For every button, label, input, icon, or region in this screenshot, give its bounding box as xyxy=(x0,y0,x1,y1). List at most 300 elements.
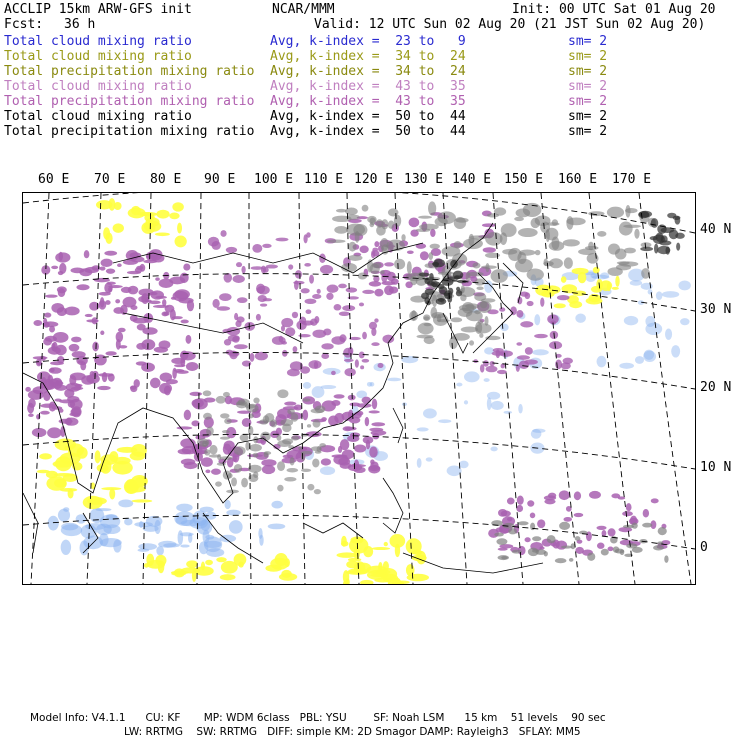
cloud-patch xyxy=(483,247,496,253)
cloud-patch xyxy=(321,458,331,465)
cloud-patch xyxy=(245,441,249,450)
cloud-patch xyxy=(113,539,121,552)
cloud-patch xyxy=(189,392,201,396)
cloud-patch xyxy=(369,223,374,228)
cloud-patch xyxy=(282,350,288,357)
longitude-label: 110 E xyxy=(304,172,344,187)
longitude-label: 70 E xyxy=(94,172,126,187)
cloud-patch xyxy=(234,464,242,473)
cloud-patch xyxy=(367,382,372,387)
cloud-patch xyxy=(640,247,653,251)
cloud-patch xyxy=(634,229,639,239)
cloud-patch xyxy=(303,382,311,389)
cloud-patch xyxy=(279,336,284,343)
cloud-patch xyxy=(518,521,529,525)
cloud-patch xyxy=(232,336,239,343)
cloud-patch xyxy=(601,549,609,556)
cloud-patch xyxy=(226,247,237,253)
cloud-patch xyxy=(119,345,127,348)
cloud-patch xyxy=(186,362,198,371)
cloud-patch xyxy=(176,504,192,512)
cloud-patch xyxy=(171,571,189,575)
cloud-patch xyxy=(248,413,254,418)
cloud-patch xyxy=(675,216,681,225)
cloud-patch xyxy=(401,234,405,241)
coastline xyxy=(23,223,493,503)
cloud-patch xyxy=(428,252,433,260)
longitude-label: 100 E xyxy=(254,172,294,187)
cloud-patch xyxy=(53,332,69,343)
cloud-patch xyxy=(532,429,545,433)
cloud-patch xyxy=(40,411,50,415)
cloud-patch xyxy=(480,301,487,308)
cloud-patch xyxy=(217,306,230,310)
cloud-patch xyxy=(326,293,333,300)
cloud-patch xyxy=(184,410,191,420)
cloud-patch xyxy=(136,361,147,365)
cloud-patch xyxy=(261,266,266,274)
cloud-patch xyxy=(370,459,374,464)
cloud-patch xyxy=(180,350,188,359)
cloud-patch xyxy=(256,314,261,321)
cloud-patch xyxy=(276,435,281,441)
cloud-patch xyxy=(80,540,89,555)
cloud-patch xyxy=(676,243,680,251)
cloud-patch xyxy=(102,372,108,382)
cloud-patch xyxy=(69,375,76,385)
cloud-patch xyxy=(557,295,570,300)
cloud-patch xyxy=(657,541,663,545)
cloud-patch xyxy=(342,305,355,311)
cloud-patch xyxy=(419,224,439,230)
cloud-patch xyxy=(156,546,164,556)
cloud-patch xyxy=(597,543,605,549)
cloud-patch xyxy=(350,432,360,437)
cloud-patch xyxy=(90,508,104,523)
cloud-patch xyxy=(312,458,319,467)
cloud-patch xyxy=(476,287,483,290)
cloud-patch xyxy=(654,244,658,254)
cloud-patch xyxy=(229,520,243,534)
cloud-patch xyxy=(624,248,636,254)
cloud-patch xyxy=(309,275,314,284)
cloud-patch xyxy=(237,297,248,303)
cloud-patch xyxy=(199,541,209,554)
cloud-patch xyxy=(307,484,314,491)
cloud-patch xyxy=(487,397,492,410)
cloud-patch xyxy=(384,285,394,295)
cloud-patch xyxy=(249,444,262,451)
cloud-patch xyxy=(616,264,631,270)
cloud-patch xyxy=(276,238,289,242)
cloud-patch xyxy=(228,473,233,478)
map-canvas xyxy=(23,193,695,584)
cloud-patch xyxy=(656,291,663,300)
cloud-patch xyxy=(260,303,267,306)
cloud-patch xyxy=(455,275,463,279)
cloud-patch xyxy=(224,339,231,346)
cloud-patch xyxy=(72,351,86,358)
cloud-patch xyxy=(266,264,278,268)
cloud-patch xyxy=(645,323,662,335)
legend-field-smoothing: sm= 2 xyxy=(568,109,608,124)
cloud-patch xyxy=(365,417,369,426)
legend-field-name: Total cloud mixing ratio xyxy=(4,109,192,124)
cloud-patch xyxy=(424,297,429,304)
cloud-patch xyxy=(334,226,348,234)
meridian-line xyxy=(299,193,305,584)
cloud-patch xyxy=(430,307,437,319)
cloud-patch xyxy=(486,366,498,373)
cloud-patch xyxy=(354,444,366,452)
cloud-patch xyxy=(574,491,581,500)
cloud-patch xyxy=(281,570,292,578)
cloud-patch xyxy=(464,400,468,404)
cloud-patch xyxy=(575,536,581,541)
cloud-patch xyxy=(76,284,89,290)
cloud-patch xyxy=(68,489,74,499)
cloud-patch xyxy=(479,333,483,338)
cloud-patch xyxy=(433,262,439,268)
cloud-patch xyxy=(544,495,556,500)
cloud-patch xyxy=(587,253,599,264)
cloud-patch xyxy=(100,297,104,307)
legend-field-range: Avg, k-index = 34 to 24 xyxy=(270,49,466,64)
cloud-patch xyxy=(40,356,46,361)
longitude-label: 170 E xyxy=(612,172,652,187)
cloud-patch xyxy=(334,394,345,398)
cloud-patch xyxy=(302,321,314,326)
cloud-patch xyxy=(277,389,288,398)
cloud-patch xyxy=(203,413,212,420)
cloud-patch xyxy=(489,361,494,366)
cloud-patch xyxy=(217,454,221,460)
cloud-patch xyxy=(355,359,359,368)
cloud-patch xyxy=(607,207,624,218)
cloud-patch xyxy=(353,412,361,419)
cloud-patch xyxy=(277,461,285,471)
cloud-patch xyxy=(490,446,497,451)
cloud-patch xyxy=(306,232,310,238)
cloud-patch xyxy=(49,367,62,374)
cloud-patch xyxy=(192,399,204,408)
cloud-patch xyxy=(201,457,213,467)
legend-field-name: Total precipitation mixing ratio xyxy=(4,64,255,79)
cloud-patch xyxy=(418,323,434,335)
cloud-patch xyxy=(236,262,242,267)
cloud-patch xyxy=(484,378,490,382)
cloud-patch xyxy=(287,450,303,459)
cloud-patch xyxy=(348,242,356,252)
cloud-patch xyxy=(459,461,469,469)
cloud-patch xyxy=(372,250,379,256)
cloud-patch xyxy=(71,406,81,417)
cloud-patch xyxy=(508,528,517,534)
cloud-patch xyxy=(159,340,171,349)
cloud-patch xyxy=(159,383,172,394)
cloud-patch xyxy=(532,536,541,541)
cloud-patch xyxy=(435,217,448,226)
cloud-patch xyxy=(428,201,436,215)
cloud-patch xyxy=(233,275,245,283)
cloud-patch xyxy=(118,499,133,507)
cloud-patch xyxy=(304,263,311,267)
cloud-patch xyxy=(184,462,198,469)
cloud-patch xyxy=(651,218,659,228)
cloud-patch xyxy=(622,511,633,516)
legend-field-smoothing: sm= 2 xyxy=(568,49,608,64)
cloud-patch xyxy=(507,517,512,521)
cloud-patch xyxy=(539,546,544,549)
cloud-patch xyxy=(349,537,368,553)
cloud-patch xyxy=(530,513,535,519)
cloud-patch xyxy=(426,457,433,461)
cloud-patch xyxy=(66,418,72,426)
cloud-patch xyxy=(205,470,210,474)
cloud-patch xyxy=(262,465,275,474)
cloud-patch xyxy=(424,316,430,320)
cloud-patch xyxy=(174,289,190,299)
cloud-patch xyxy=(105,351,116,355)
cloud-patch xyxy=(284,402,296,406)
cloud-patch xyxy=(518,228,538,237)
cloud-patch xyxy=(58,288,65,297)
cloud-patch xyxy=(205,560,213,566)
cloud-patch xyxy=(220,574,236,580)
cloud-patch xyxy=(271,501,282,509)
cloud-patch xyxy=(679,280,691,290)
cloud-patch xyxy=(395,544,400,557)
cloud-patch xyxy=(597,356,607,368)
cloud-patch xyxy=(55,252,70,262)
cloud-patch xyxy=(301,288,310,293)
cloud-patch xyxy=(575,547,584,554)
cloud-patch xyxy=(253,453,259,458)
cloud-patch xyxy=(436,298,447,305)
cloud-patch xyxy=(494,533,504,537)
cloud-patch xyxy=(371,547,390,550)
cloud-patch xyxy=(170,309,176,320)
cloud-patch xyxy=(589,491,601,499)
cloud-patch xyxy=(611,493,620,498)
cloud-patch xyxy=(355,231,360,243)
cloud-patch xyxy=(327,284,339,292)
cloud-patch xyxy=(112,461,132,475)
cloud-patch xyxy=(409,217,420,227)
cloud-patch xyxy=(223,392,230,397)
cloud-patch xyxy=(293,346,298,352)
cloud-patch xyxy=(600,272,609,278)
cloud-patch xyxy=(388,221,395,229)
cloud-patch xyxy=(376,219,384,227)
cloud-patch xyxy=(366,440,370,450)
cloud-patch xyxy=(626,503,632,511)
cloud-patch xyxy=(384,262,394,266)
cloud-patch xyxy=(481,265,497,269)
cloud-patch xyxy=(346,561,358,569)
cloud-patch xyxy=(97,386,111,390)
cloud-patch xyxy=(372,399,377,410)
cloud-patch xyxy=(566,216,573,230)
cloud-patch xyxy=(642,523,652,528)
cloud-patch xyxy=(290,457,295,465)
cloud-patch xyxy=(410,275,417,285)
fcst-value: 36 h xyxy=(64,17,96,32)
cloud-patch xyxy=(306,431,322,437)
cloud-patch xyxy=(430,244,440,249)
cloud-patch xyxy=(419,273,430,277)
cloud-patch xyxy=(447,295,452,303)
cloud-patch xyxy=(226,510,240,516)
cloud-patch xyxy=(301,469,311,472)
cloud-patch xyxy=(561,276,567,283)
fcst-label: Fcst: xyxy=(4,17,44,32)
legend-field-smoothing: sm= 2 xyxy=(568,124,608,139)
cloud-patch xyxy=(658,527,667,535)
cloud-patch xyxy=(80,361,86,370)
cloud-patch xyxy=(28,414,34,417)
cloud-patch xyxy=(456,290,462,296)
cloud-patch xyxy=(101,259,113,267)
cloud-patch xyxy=(386,239,404,251)
cloud-patch xyxy=(277,485,283,492)
cloud-patch xyxy=(155,277,160,280)
cloud-patch xyxy=(468,272,484,277)
legend-field-name: Total precipitation mixing ratio xyxy=(4,124,255,139)
cloud-patch xyxy=(564,257,573,268)
cloud-patch xyxy=(55,385,67,391)
longitude-label: 120 E xyxy=(354,172,394,187)
cloud-patch xyxy=(331,371,336,375)
cloud-patch xyxy=(211,469,221,475)
latitude-label: 10 N xyxy=(700,460,732,475)
cloud-patch xyxy=(284,477,296,481)
cloud-patch xyxy=(643,351,656,362)
cloud-patch xyxy=(366,566,387,575)
cloud-patch xyxy=(55,456,72,471)
cloud-patch xyxy=(63,507,69,512)
cloud-patch xyxy=(653,545,664,550)
cloud-patch xyxy=(623,525,634,528)
cloud-patch xyxy=(612,287,619,290)
cloud-patch xyxy=(456,383,462,387)
cloud-patch xyxy=(136,343,146,350)
cloud-patch xyxy=(183,263,190,270)
cloud-patch xyxy=(374,289,383,297)
cloud-patch xyxy=(160,372,173,381)
cloud-patch xyxy=(255,352,268,361)
cloud-patch xyxy=(615,276,619,287)
cloud-patch xyxy=(368,465,380,471)
cloud-patch xyxy=(95,450,101,463)
cloud-patch xyxy=(474,310,480,314)
cloud-patch xyxy=(200,507,214,513)
cloud-patch xyxy=(343,570,349,584)
cloud-patch xyxy=(362,205,369,212)
cloud-patch xyxy=(55,439,76,451)
cloud-patch xyxy=(264,452,269,458)
cloud-patch xyxy=(147,560,165,569)
cloud-patch xyxy=(554,303,566,308)
longitude-label: 90 E xyxy=(204,172,236,187)
cloud-patch xyxy=(132,499,153,502)
cloud-patch xyxy=(55,399,62,402)
cloud-patch xyxy=(608,547,614,552)
cloud-patch xyxy=(108,198,115,211)
cloud-patch xyxy=(534,314,540,325)
cloud-patch xyxy=(608,528,616,536)
cloud-patch xyxy=(319,253,326,263)
cloud-patch xyxy=(47,427,61,438)
cloud-patch xyxy=(134,379,140,388)
cloud-patch xyxy=(248,426,253,435)
cloud-patch xyxy=(497,370,507,374)
legend-field-range: Avg, k-index = 23 to 9 xyxy=(270,34,466,49)
cloud-patch xyxy=(242,361,251,367)
cloud-patch xyxy=(338,284,347,289)
cloud-patch xyxy=(205,535,214,540)
cloud-patch xyxy=(346,287,358,292)
cloud-patch xyxy=(323,328,331,335)
cloud-patch xyxy=(569,558,574,562)
cloud-patch xyxy=(535,250,541,255)
cloud-patch xyxy=(380,238,389,251)
cloud-patch xyxy=(380,270,385,274)
cloud-patch xyxy=(336,209,347,213)
cloud-patch xyxy=(180,532,194,536)
cloud-patch xyxy=(268,523,286,529)
cloud-patch xyxy=(321,353,329,359)
cloud-patch xyxy=(387,378,401,382)
legend-field-smoothing: sm= 2 xyxy=(568,94,608,109)
cloud-patch xyxy=(231,477,237,486)
cloud-patch xyxy=(113,223,124,233)
cloud-patch xyxy=(320,466,335,475)
cloud-patch xyxy=(104,251,117,256)
cloud-patch xyxy=(504,411,513,414)
cloud-patch xyxy=(51,303,64,313)
legend-field-range: Avg, k-index = 43 to 35 xyxy=(270,79,466,94)
cloud-patch xyxy=(48,516,59,531)
cloud-patch xyxy=(74,384,82,387)
cloud-patch xyxy=(667,213,676,219)
cloud-patch xyxy=(108,373,115,381)
cloud-patch xyxy=(50,361,64,365)
cloud-patch xyxy=(203,390,212,396)
cloud-patch xyxy=(252,244,262,253)
cloud-patch xyxy=(534,334,548,338)
cloud-patch xyxy=(84,267,99,273)
cloud-patch xyxy=(44,312,51,317)
cloud-patch xyxy=(559,522,570,530)
cloud-patch xyxy=(235,320,241,327)
cloud-patch xyxy=(216,557,226,562)
cloud-patch xyxy=(530,523,535,530)
cloud-patch xyxy=(71,387,83,390)
cloud-patch xyxy=(552,219,558,225)
cloud-patch xyxy=(281,318,293,328)
cloud-patch xyxy=(344,359,354,362)
cloud-patch xyxy=(186,560,198,567)
cloud-patch xyxy=(555,360,562,370)
cloud-patch xyxy=(507,498,515,505)
cloud-patch xyxy=(425,289,435,295)
cloud-patch xyxy=(250,353,255,362)
cloud-patch xyxy=(124,518,132,525)
cloud-patch xyxy=(331,336,345,344)
cloud-patch xyxy=(483,360,489,367)
cloud-patch xyxy=(287,468,299,472)
